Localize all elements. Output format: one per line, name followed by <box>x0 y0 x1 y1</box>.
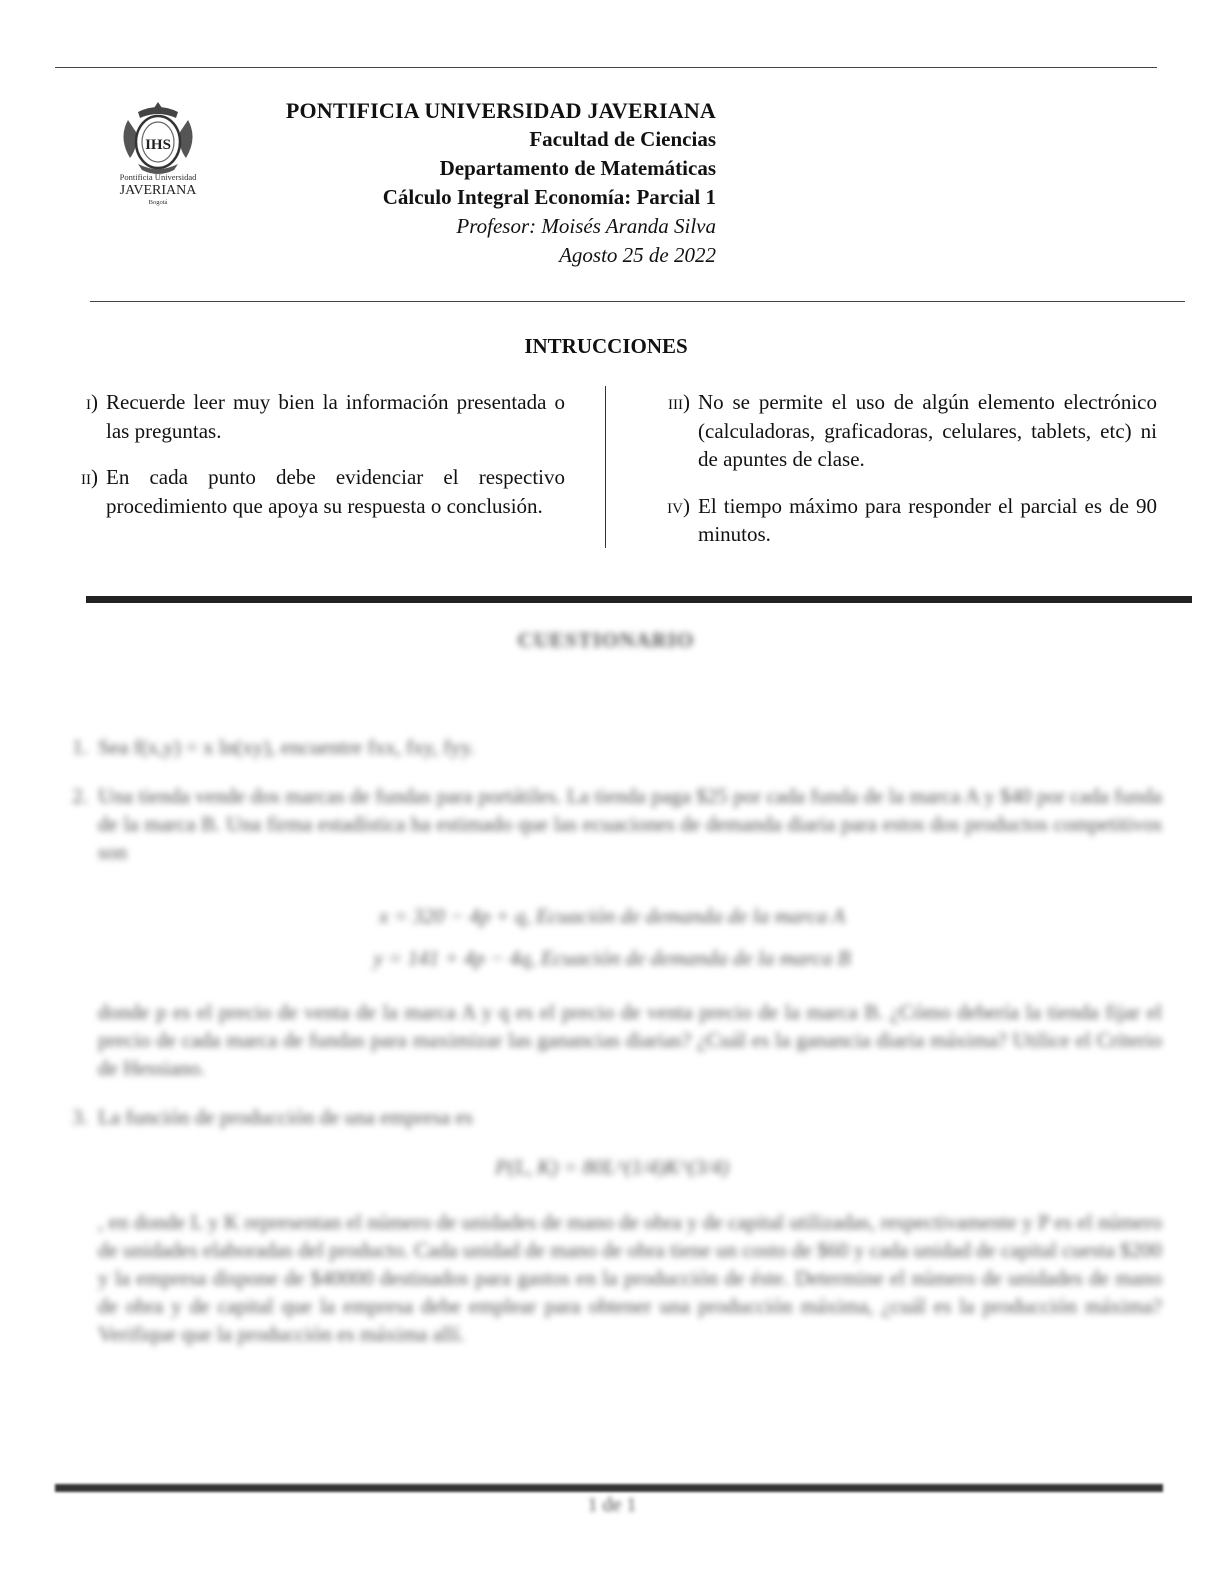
course-title: Cálculo Integral Economía: Parcial 1 <box>382 185 716 209</box>
question-2 <box>62 782 1162 866</box>
question-3 <box>62 1103 1162 1131</box>
question-text: donde p es el precio de venta de la marca A y q es el precio de venta precio de la marca B. ¿Cómo debería la tienda fijar el precio de cada marca de fundas para maximizar las ganancias diarias? ¿Cuál es la ganancia diaria máxima? Utilice el Criterio de Hessiano. <box>98 1000 1162 1080</box>
instruction-text: En cada punto debe evidenciar el respectivo procedimiento que apoya su respuesta o conclusión. <box>106 465 565 518</box>
question-text: , en donde L y K representan el número de unidades de mano de obra y de capital utilizadas, respectivamente y P es el número de unidades elaboradas del producto. Cada unidad de mano de obra tiene un costo de $60 y cada unidad de capital cuesta $200 y la empresa dispone de $40000 destinados para gastos en la producción de éste. Determine el número de unidades de mano de obra y de capital que la empresa debe emplear para obtener una producción máxima, ¿cuál es la producción máxima? Verifique que la producción es máxima allí. <box>98 1210 1162 1346</box>
instruction-number: i) <box>86 390 98 414</box>
instruction-item <box>652 388 1157 474</box>
instruction-number: iii) <box>668 390 690 414</box>
question-number: 1. <box>72 735 88 759</box>
instruction-item <box>60 463 565 520</box>
department-name: Departamento de Matemáticas <box>439 156 716 180</box>
question-1 <box>62 733 1162 761</box>
header-rule <box>90 301 1185 302</box>
top-rule <box>55 67 1157 68</box>
production-function: P(L, K) = 80L^(1/4)K^(3/4) <box>495 1155 729 1179</box>
questionnaire-title: CUESTIONARIO <box>517 628 695 652</box>
logo-line-2: JAVERIANA <box>119 183 197 198</box>
question-2-continuation <box>62 998 1162 1082</box>
logo-line-1: Pontificia Universidad <box>119 172 197 182</box>
instructions-right-column <box>652 388 1157 567</box>
instructions-title: INTRUCCIONES <box>524 334 688 358</box>
instruction-item <box>652 492 1157 549</box>
equation-demand-b: y = 141 + 4p − 4q, Ecuación de demanda de la marca B <box>373 946 851 970</box>
faculty-name: Facultad de Ciencias <box>529 127 716 151</box>
instruction-item <box>60 388 565 445</box>
question-3-continuation <box>62 1208 1162 1348</box>
university-logo <box>108 98 208 210</box>
university-name: PONTIFICIA UNIVERSIDAD JAVERIANA <box>285 98 716 123</box>
column-divider <box>605 386 606 548</box>
instruction-number: iv) <box>667 493 690 518</box>
exam-date: Agosto 25 de 2022 <box>559 243 716 267</box>
question-number: 3. <box>72 1105 88 1129</box>
footer-rule <box>55 1484 1163 1492</box>
question-text: Sea f(x,y) = x ln(xy), encuentre fxx, fxy, fyy. <box>98 735 476 759</box>
instructions-left-column <box>60 388 565 538</box>
question-text: Una tienda vende dos marcas de fundas para portátiles. La tienda paga $25 por cada funda de la marca A y $40 por cada funda de la marca B. Una firma estadística ha estimado que las ecuaciones de demanda diaria para estos dos productos competitivos son <box>98 784 1162 864</box>
logo-line-3: Bogotá <box>148 199 168 206</box>
equation-demand-a: x = 320 − 4p + q, Ecuación de demanda de la marca A <box>379 904 845 928</box>
instruction-text: Recuerde leer muy bien la información presentada o las preguntas. <box>106 390 565 443</box>
instruction-text: No se permite el uso de algún elemento electrónico (calculadoras, graficadoras, celulares, tablets, etc) ni de apuntes de clase. <box>698 390 1157 471</box>
document-header <box>230 96 716 270</box>
section-rule <box>86 596 1192 603</box>
question-number: 2. <box>72 784 88 808</box>
svg-text:IHS: IHS <box>145 137 171 153</box>
instruction-number: ii) <box>81 465 98 489</box>
instruction-text: El tiempo máximo para responder el parcial es de 90 minutos. <box>698 493 1157 546</box>
question-text: La función de producción de una empresa es <box>98 1105 473 1129</box>
page-number: 1 de 1 <box>587 1494 637 1516</box>
professor-name: Profesor: Moisés Aranda Silva <box>456 214 716 238</box>
